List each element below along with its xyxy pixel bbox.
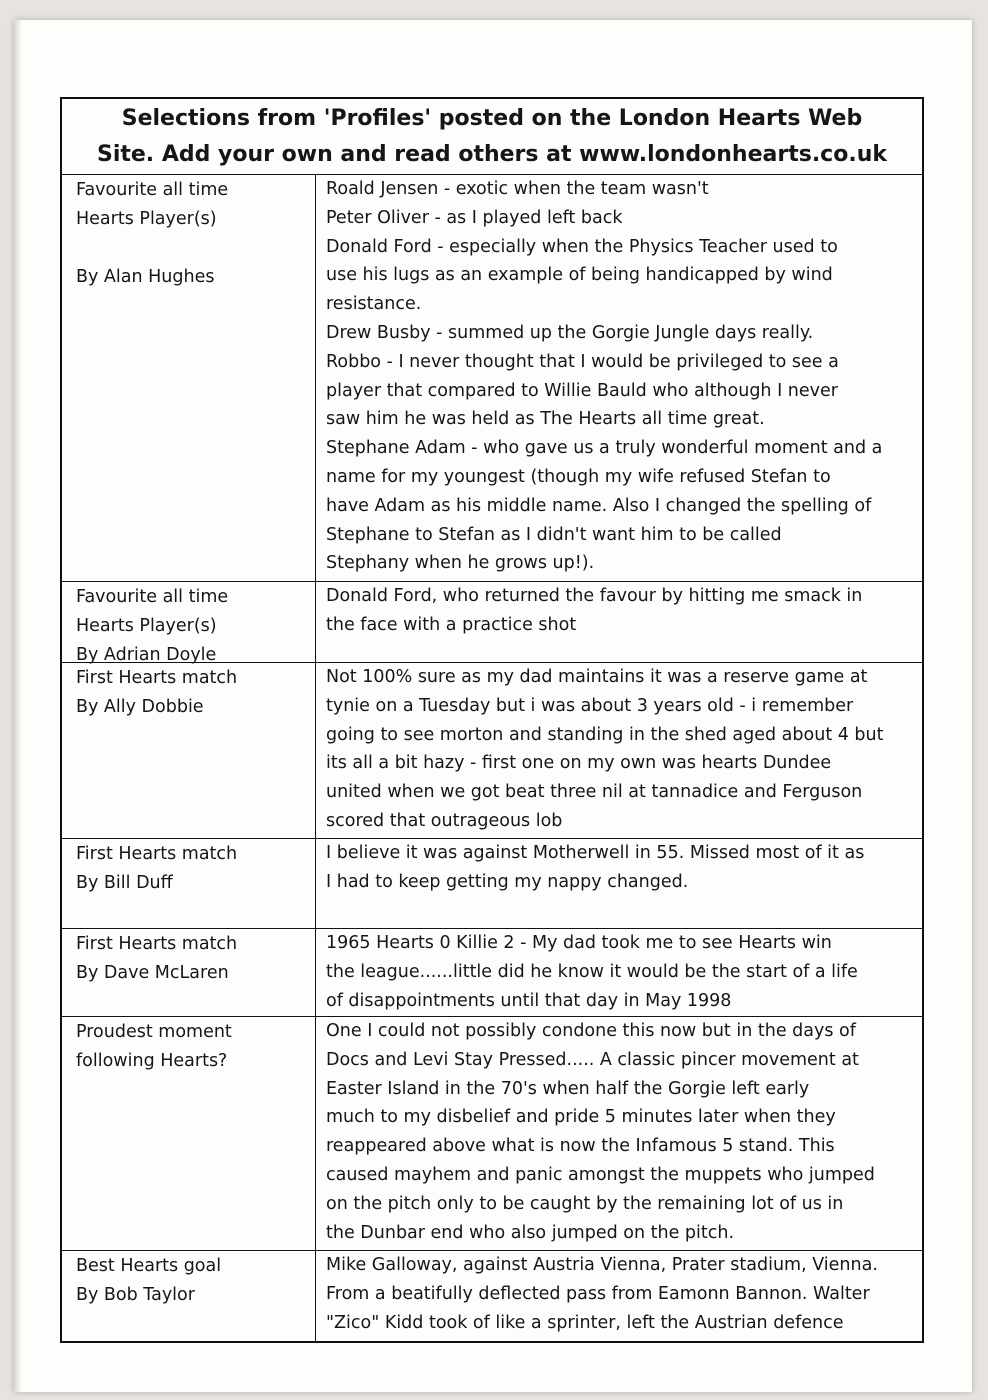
- question-line: First Hearts match: [76, 844, 238, 864]
- question-line: Best Hearts goal: [76, 1256, 222, 1276]
- answer-line: tynie on a Tuesday but i was about 3 years old - i remember: [326, 695, 854, 716]
- question-line: Hearts Player(s): [76, 209, 217, 229]
- profile-question-cell: [62, 663, 316, 838]
- profile-question-cell: [62, 839, 316, 928]
- profile-answer-cell: [316, 929, 922, 1016]
- answer-line: Docs and Levi Stay Pressed..... A classic pincer movement at: [326, 1049, 859, 1070]
- profile-answer-cell: [316, 663, 922, 838]
- answer-line: reappeared above what is now the Infamous 5 stand. This: [326, 1136, 835, 1157]
- answer-line: caused mayhem and panic amongst the muppets who jumped: [326, 1164, 875, 1185]
- question-line: Favourite all time: [76, 587, 229, 607]
- profile-answer-cell: [316, 582, 922, 662]
- header-line-2: Site. Add your own and read others at www.londonhearts.co.uk: [96, 142, 887, 167]
- answer-line: From a beatifully deflected pass from Eamonn Bannon. Walter: [326, 1283, 870, 1304]
- answer-line: Stephane to Stefan as I didn't want him to be called: [326, 524, 782, 545]
- profile-answer-cell: [316, 1251, 922, 1341]
- question-line: following Hearts?: [76, 1051, 228, 1071]
- answer-line: Stephane Adam - who gave us a truly wonderful moment and a: [326, 438, 883, 459]
- answer-line: use his lugs as an example of being handicapped by wind: [326, 265, 833, 286]
- blank-line: [76, 234, 307, 263]
- profile-question-cell: [62, 175, 316, 581]
- question-line: By Adrian Doyle: [76, 645, 217, 665]
- answer-line: resistance.: [326, 294, 422, 315]
- table-row: [62, 663, 922, 839]
- answer-line: the face with a practice shot: [326, 614, 577, 635]
- table-header: [62, 99, 922, 175]
- answer-line: One I could not possibly condone this now but in the days of: [326, 1021, 856, 1041]
- answer-line: Robbo - I never thought that I would be privileged to see a: [326, 351, 839, 372]
- answer-line: the Dunbar end who also jumped on the pitch.: [326, 1222, 735, 1243]
- page-spine-shadow: [14, 20, 22, 1392]
- profile-question-cell: [62, 1251, 316, 1341]
- answer-line: name for my youngest (though my wife refused Stefan to: [326, 466, 831, 487]
- table-row: [62, 1017, 922, 1251]
- profile-answer-cell: [316, 839, 922, 928]
- question-line: By Bill Duff: [76, 873, 173, 893]
- profile-question-cell: [62, 582, 316, 665]
- answer-line: Not 100% sure as my dad maintains it was a reserve game at: [326, 667, 868, 687]
- profile-answer-cell: [316, 1017, 922, 1250]
- question-line: By Bob Taylor: [76, 1285, 195, 1305]
- answer-line: Donald Ford, who returned the favour by hitting me smack in: [326, 586, 863, 606]
- question-line: By Ally Dobbie: [76, 697, 204, 717]
- answer-line: its all a bit hazy - first one on my own was hearts Dundee: [326, 753, 832, 774]
- profile-question-cell: [62, 929, 316, 1016]
- answer-line: Mike Galloway, against Austria Vienna, Prater stadium, Vienna.: [326, 1255, 878, 1275]
- table-row: [62, 839, 922, 929]
- table-row: [62, 1251, 922, 1341]
- answer-line: on the pitch only to be caught by the remaining lot of us in: [326, 1193, 844, 1214]
- profile-question-cell: [62, 1017, 316, 1250]
- answer-line: Peter Oliver - as I played left back: [326, 207, 623, 228]
- table-row: [62, 175, 922, 582]
- answer-line: going to see morton and standing in the shed aged about 4 but: [326, 724, 884, 745]
- answer-line: scored that outrageous lob: [326, 810, 563, 831]
- table-row: [62, 929, 922, 1017]
- profile-answer-cell: [316, 175, 922, 581]
- answer-line: "Zico" Kidd took of like a sprinter, left the Austrian defence: [326, 1312, 844, 1333]
- question-line: First Hearts match: [76, 934, 238, 954]
- answer-line: Roald Jensen - exotic when the team wasn't: [326, 179, 709, 199]
- answer-line: 1965 Hearts 0 Killie 2 - My dad took me to see Hearts win: [326, 933, 832, 953]
- answer-line: Donald Ford - especially when the Physics Teacher used to: [326, 236, 838, 257]
- answer-line: Drew Busby - summed up the Gorgie Jungle days really.: [326, 322, 814, 343]
- answer-line: of disappointments until that day in May 1998: [326, 990, 732, 1011]
- answer-line: I had to keep getting my nappy changed.: [326, 871, 689, 892]
- profile-rows: [62, 175, 922, 1341]
- answer-line: Stephany when he grows up!).: [326, 553, 595, 574]
- answer-line: the league......little did he know it would be the start of a life: [326, 961, 858, 982]
- profiles-table: [60, 97, 924, 1343]
- answer-line: united when we got beat three nil at tannadice and Ferguson: [326, 782, 863, 803]
- answer-line: I believe it was against Motherwell in 55. Missed most of it as: [326, 843, 865, 863]
- table-row: [62, 582, 922, 663]
- answer-line: saw him he was held as The Hearts all time great.: [326, 409, 765, 430]
- answer-line: have Adam as his middle name. Also I changed the spelling of: [326, 495, 872, 516]
- answer-line: Easter Island in the 70's when half the Gorgie left early: [326, 1078, 810, 1099]
- question-line: Favourite all time: [76, 180, 229, 200]
- question-line: By Dave McLaren: [76, 963, 229, 983]
- question-line: Proudest moment: [76, 1022, 232, 1042]
- question-line: By Alan Hughes: [76, 267, 215, 287]
- header-line-1: Selections from 'Profiles' posted on the London Hearts Web: [121, 106, 863, 131]
- question-line: First Hearts match: [76, 668, 238, 688]
- answer-line: much to my disbelief and pride 5 minutes later when they: [326, 1107, 836, 1128]
- answer-line: player that compared to Willie Bauld who although I never: [326, 380, 838, 401]
- question-line: Hearts Player(s): [76, 616, 217, 636]
